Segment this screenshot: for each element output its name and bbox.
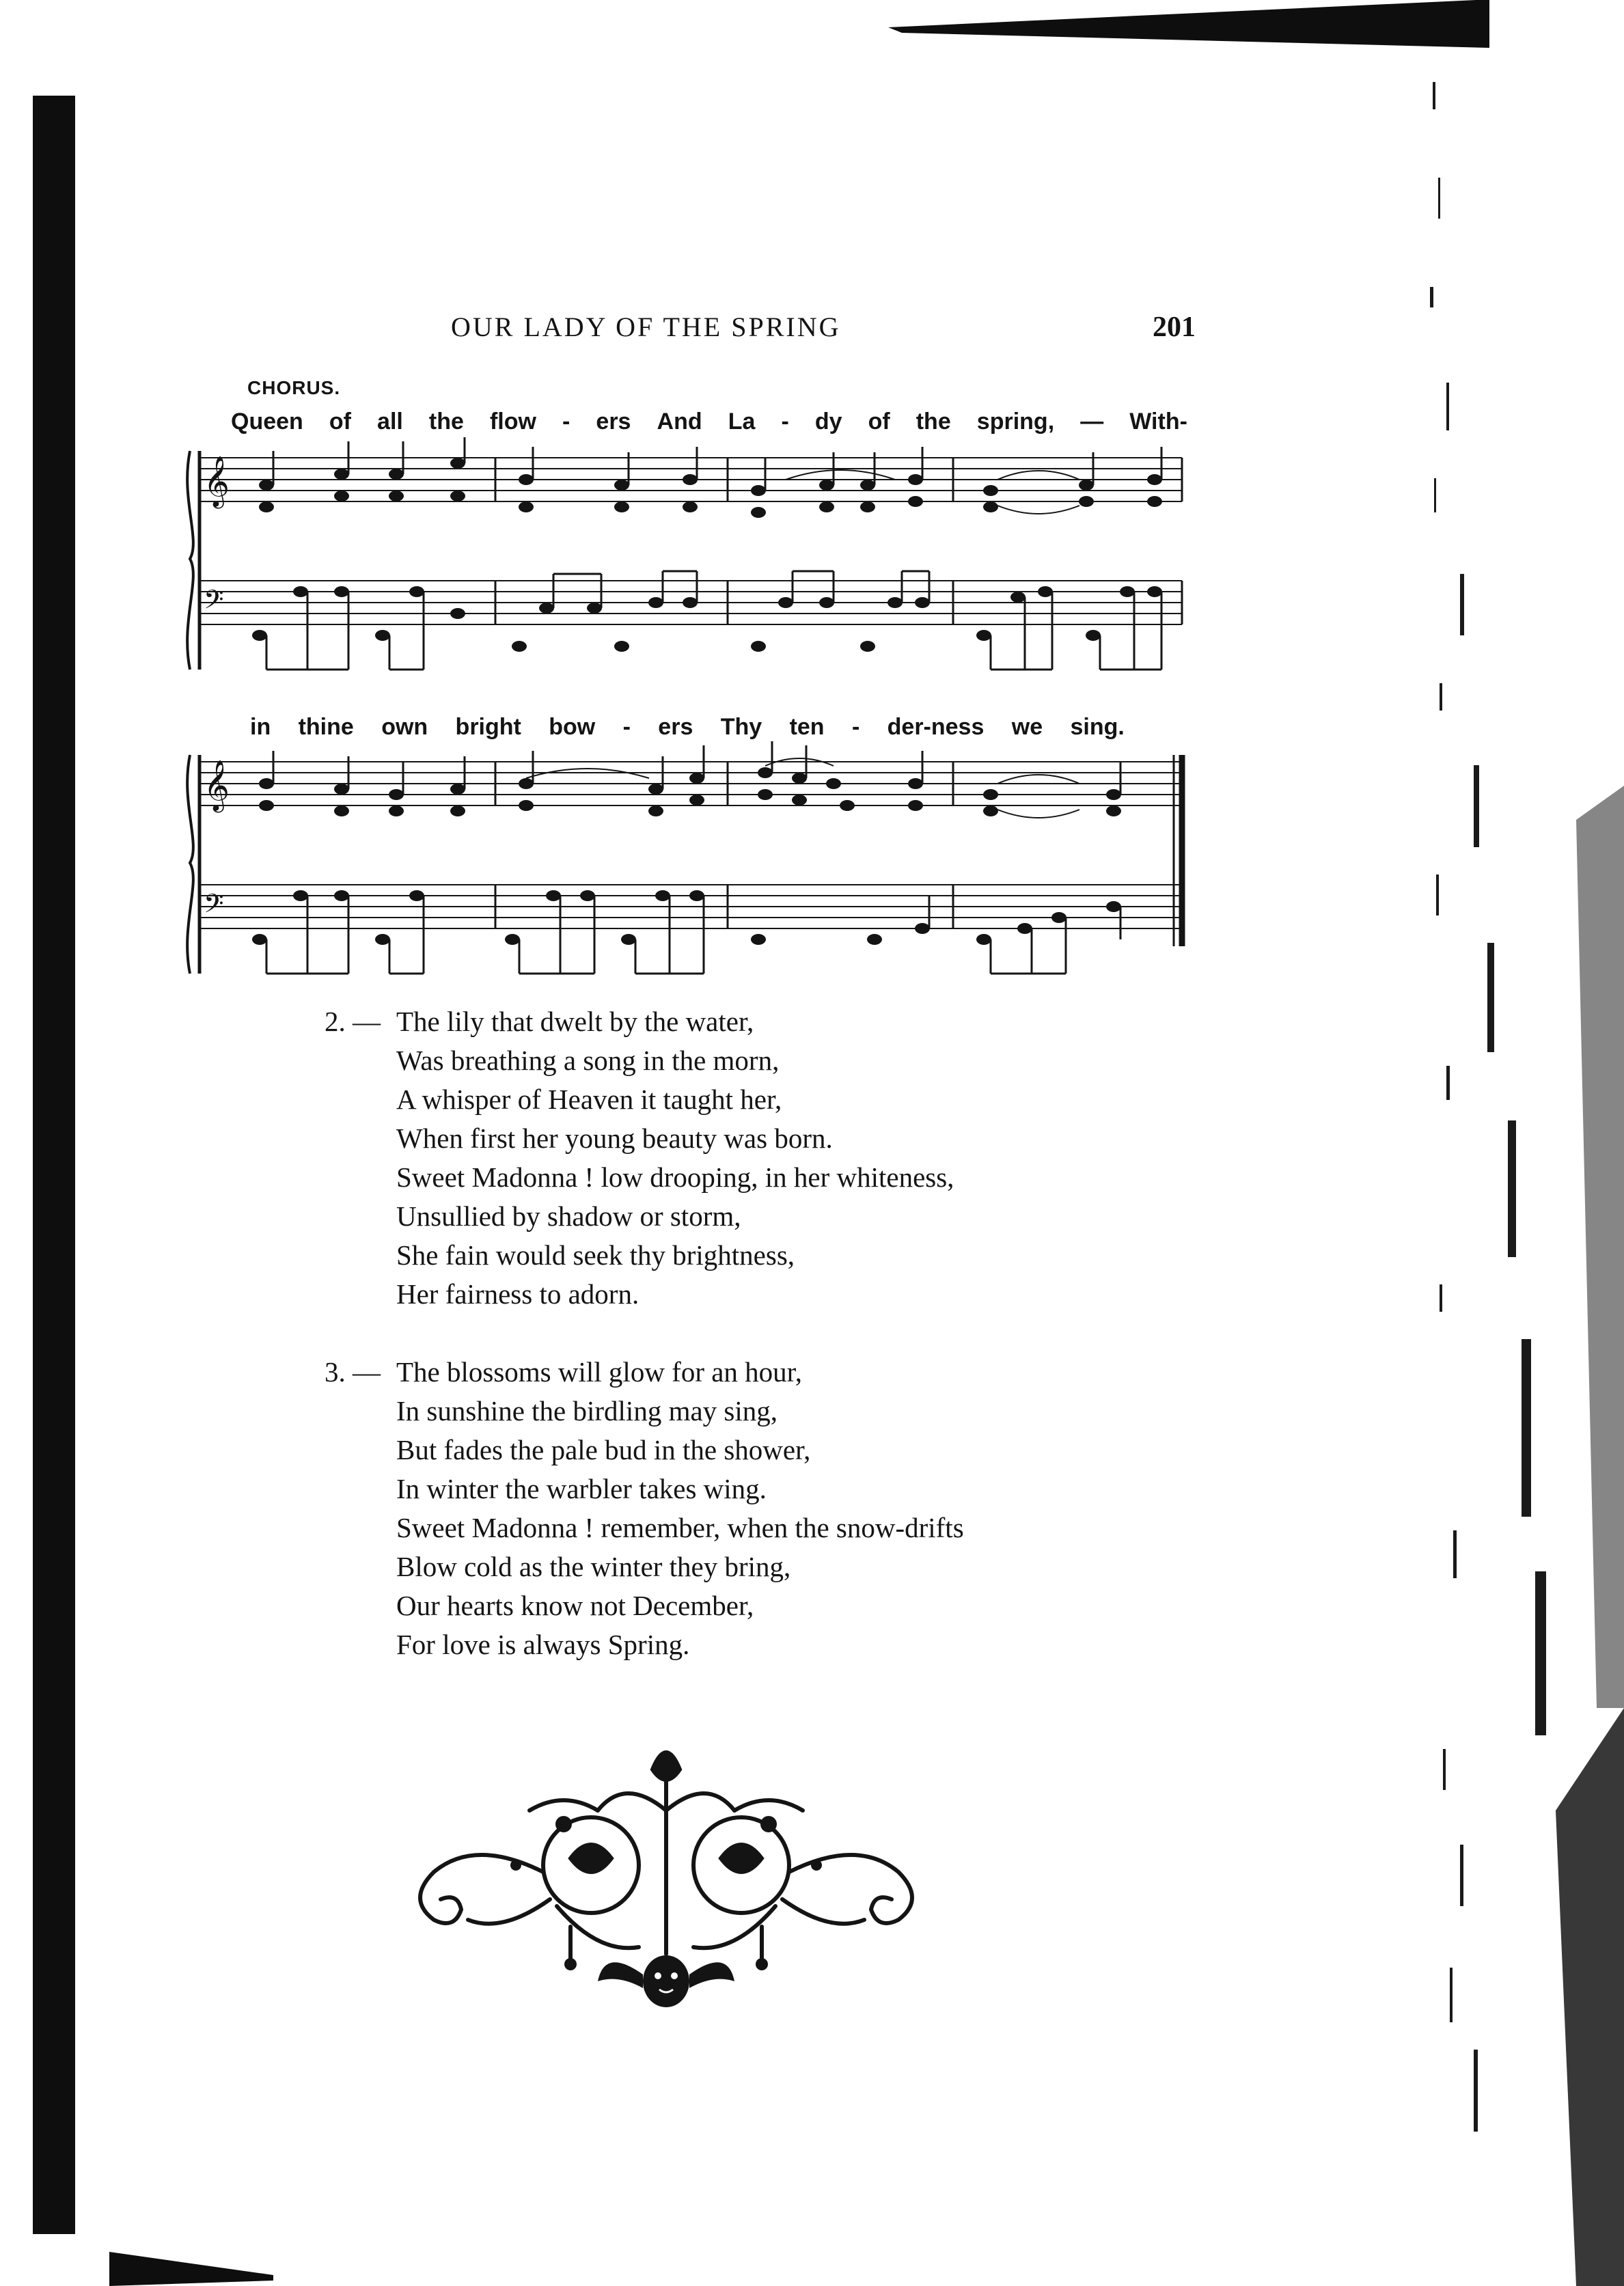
verse-line-text: Sweet Madonna ! low drooping, in her whiteness, (396, 1161, 954, 1193)
lyric-syllable: of (329, 409, 351, 435)
verse-line-text: Was breathing a song in the morn, (396, 1045, 780, 1076)
lyric-syllable: in (250, 714, 271, 740)
verse-line-text: Our hearts know not December, (396, 1590, 754, 1621)
scan-border-top (0, 0, 1624, 96)
lyric-syllable: bow (549, 714, 596, 740)
lyric-syllable: — (1080, 409, 1104, 435)
scan-border-left (33, 96, 75, 2234)
lyric-syllable: we (1011, 714, 1043, 740)
lyric-syllable: Queen (231, 409, 303, 435)
lyric-syllable: - (781, 409, 789, 435)
verse-line (328, 1470, 964, 1509)
lyric-syllable: bright (455, 714, 521, 740)
lyric-syllable: - (562, 409, 570, 435)
verse-line-text: But fades the pale bud in the shower, (396, 1434, 811, 1465)
bass-staff (199, 885, 1182, 928)
verse-line-text: Unsullied by shadow or storm, (396, 1200, 741, 1232)
verse-line-text: A whisper of Heaven it taught her, (396, 1084, 782, 1115)
verse-line (328, 1431, 964, 1470)
running-title: OUR LADY OF THE SPRING (451, 312, 841, 342)
lyric-syllable: der-ness (887, 714, 985, 740)
page-header (410, 311, 1196, 352)
verse-line (328, 1158, 954, 1197)
lyric-syllable: all (377, 409, 403, 435)
verse-line (328, 1041, 954, 1080)
verse-line (328, 1080, 954, 1119)
lyric-syllable: the (916, 409, 951, 435)
lyric-syllable: thine (298, 714, 354, 740)
lyric-syllable: ers (658, 714, 693, 740)
lyric-syllable: Thy (720, 714, 762, 740)
scan-border-bottom (109, 2245, 273, 2286)
chorus-label: CHORUS. (247, 377, 341, 398)
verse-line (328, 1275, 954, 1314)
verse-line (328, 1236, 954, 1275)
lyric-syllable: dy (814, 409, 842, 435)
verse-3 (325, 1353, 964, 1664)
verse-line-text: In winter the warbler takes wing. (396, 1473, 767, 1504)
verse-line (325, 1353, 964, 1392)
verse-line (328, 1197, 954, 1236)
verse-line-text: Her fairness to adorn. (396, 1278, 639, 1310)
lyric-syllable: With- (1129, 409, 1187, 435)
page-number: 201 (1153, 312, 1196, 343)
bass-clef-icon: 𝄢 (204, 584, 224, 621)
verse-line-text: Blow cold as the winter they bring, (396, 1551, 791, 1582)
bass-clef-icon: 𝄢 (204, 888, 224, 925)
verse-line (328, 1392, 964, 1431)
verse-line-text: Sweet Madonna ! remember, when the snow-drifts (396, 1512, 964, 1543)
lyric-syllable: La (728, 409, 756, 435)
lyric-syllable: spring, (976, 409, 1055, 435)
verse-line (328, 1586, 964, 1625)
verse-line-text: When first her young beauty was born. (396, 1123, 833, 1154)
verse-number: 3. — (325, 1356, 381, 1388)
verse-line-text: The lily that dwelt by the water, (396, 1006, 754, 1037)
verse-line (328, 1625, 964, 1664)
music-system-1 (184, 437, 1189, 683)
lyric-syllable: flow (489, 409, 536, 435)
scan-speckle-right (1419, 0, 1624, 2286)
verse-line (325, 1002, 954, 1041)
verse-line-text: In sunshine the birdling may sing, (396, 1395, 778, 1427)
lyric-syllable: ten (789, 714, 825, 740)
lyric-syllable: the (428, 409, 464, 435)
verse-line-text: She fain would seek thy brightness, (396, 1239, 795, 1271)
lyric-syllable: ers (596, 409, 631, 435)
verse-line-text: The blossoms will glow for an hour, (396, 1356, 802, 1388)
lyric-syllable: own (381, 714, 428, 740)
lyric-syllable: - (851, 714, 860, 740)
treble-clef-icon: 𝄞 (204, 760, 230, 811)
verse-line (328, 1119, 954, 1158)
chorus-lyrics-line-1 (231, 409, 1187, 435)
verse-2 (325, 1002, 954, 1314)
verse-number: 2. — (325, 1006, 381, 1037)
verse-line (328, 1509, 964, 1547)
treble-clef-icon: 𝄞 (204, 456, 230, 507)
lyric-syllable: of (868, 409, 890, 435)
lyric-syllable: And (657, 409, 702, 435)
verse-line-text: For love is always Spring. (396, 1629, 690, 1660)
lyric-syllable: sing. (1070, 714, 1125, 740)
floral-cherub-ornament-icon (393, 1729, 939, 2036)
verse-line (328, 1547, 964, 1586)
lyric-syllable: - (622, 714, 631, 740)
chorus-lyrics-line-2 (250, 714, 1125, 741)
music-system-2 (184, 741, 1189, 987)
